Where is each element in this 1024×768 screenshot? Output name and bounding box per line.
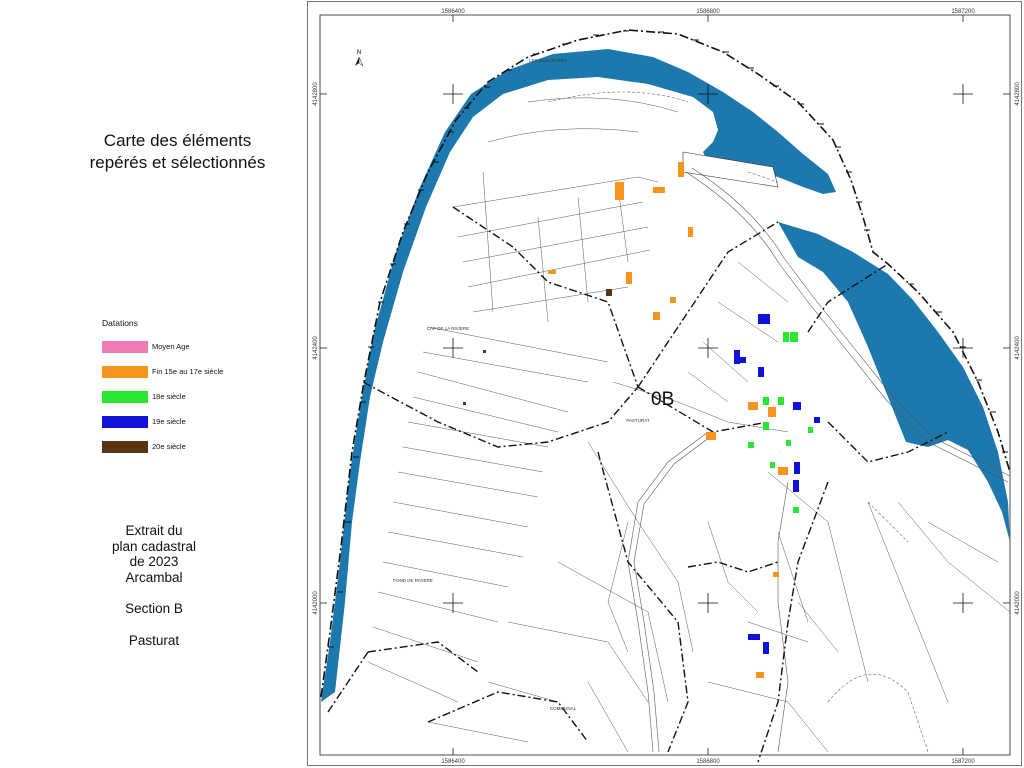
dating-legend (102, 318, 292, 459)
extract-line: plan cadastral (111, 538, 197, 554)
cadastral-map-svg (308, 2, 1023, 767)
building-15e-17e (653, 312, 660, 320)
place-name: FOND DE RIVIERE (393, 578, 433, 583)
extract-place: Pasturat (128, 632, 180, 648)
legend-item-20e (102, 434, 292, 459)
building-19e (748, 634, 760, 640)
legend-swatch-15e-17e (102, 366, 148, 378)
section-label: 0B (651, 389, 675, 410)
extract-line: Extrait du (125, 523, 183, 538)
extract-line: de 2023 (129, 554, 179, 569)
legend-label: 19e siècle (152, 417, 186, 426)
building-18e (763, 397, 769, 405)
legend-swatch-moyen-age (102, 341, 148, 353)
building-15e-17e (778, 467, 788, 475)
place-name: CAP DE LA RIVIERE (426, 326, 470, 331)
building-15e-17e (548, 270, 556, 274)
buildings-18e (748, 332, 813, 513)
northing-label: 4142800 (313, 82, 319, 106)
building-18e (778, 397, 784, 405)
easting-label: 1586800 (696, 9, 720, 15)
building-19e (758, 314, 770, 324)
building-19e (793, 402, 801, 410)
legend-swatch-18e (102, 391, 148, 403)
building-18e (783, 332, 789, 342)
building-19e (794, 462, 800, 474)
building-18e (786, 440, 791, 446)
buildings-15e-17e (548, 162, 788, 678)
legend-swatch-20e (102, 441, 148, 453)
building-15e-17e (773, 572, 779, 577)
building-18e (790, 332, 798, 342)
northing-label: 4142000 (1015, 591, 1021, 615)
northing-label: 4142400 (1015, 336, 1021, 360)
building-15e-17e (670, 297, 676, 303)
north-arrow (355, 50, 363, 66)
easting-label: 1586400 (441, 759, 465, 765)
building-19e (814, 417, 820, 423)
place-name: LES GULLOURES (529, 58, 567, 63)
building-15e-17e (626, 272, 632, 284)
northing-label: 4142000 (313, 591, 319, 615)
legend-title: Datations (102, 318, 138, 328)
extract-section: Section B (125, 601, 183, 616)
legend-label: 18e siècle (152, 392, 186, 401)
building-18e (770, 462, 775, 468)
building-19e (734, 350, 740, 364)
legend-item-moyen-age (102, 334, 292, 359)
easting-label: 1586400 (441, 9, 465, 15)
legend-label: 20e siècle (152, 442, 186, 451)
building-19e (763, 642, 769, 654)
northing-label: 4142400 (313, 336, 319, 360)
buildings-19e (734, 314, 820, 654)
legend-item-15e-17e (102, 359, 292, 384)
legend-label: Moyen Age (152, 342, 190, 351)
building-15e-17e (768, 407, 776, 417)
track-line (548, 92, 928, 752)
building-19e (758, 367, 764, 377)
building-15e-17e (653, 187, 665, 193)
map-title-line-2: repérés et sélectionnés (89, 153, 266, 172)
building-20e (483, 350, 486, 353)
cadastral-extract-caption (60, 523, 248, 648)
place-name: COMMUNAL (549, 706, 577, 711)
map-title-line-1: Carte des éléments (103, 131, 252, 150)
easting-label: 1587200 (951, 9, 975, 15)
building-15e-17e (678, 162, 684, 177)
buildings-20e (463, 289, 612, 405)
easting-label: 1587200 (951, 759, 975, 765)
cadastral-map (307, 1, 1022, 766)
easting-label: 1586800 (696, 759, 720, 765)
building-18e (808, 427, 813, 433)
building-18e (763, 422, 769, 430)
building-18e (748, 442, 754, 448)
building-19e (793, 480, 799, 492)
building-15e-17e (688, 227, 693, 237)
legend-item-18e (102, 384, 292, 409)
building-15e-17e (615, 182, 624, 200)
building-15e-17e (756, 672, 764, 678)
northing-label: 4142800 (1015, 82, 1021, 106)
extract-line: Arcambal (125, 569, 183, 585)
building-15e-17e (706, 432, 716, 440)
map-title (60, 130, 295, 174)
building-15e-17e (748, 402, 758, 410)
legend-swatch-19e (102, 416, 148, 428)
building-18e (793, 507, 799, 513)
north-label: N (356, 50, 362, 56)
building-19e (740, 357, 746, 363)
building-20e (606, 289, 612, 296)
legend-item-19e (102, 409, 292, 434)
building-20e (463, 402, 466, 405)
place-name: PASTURAT (626, 418, 650, 423)
legend-label: Fin 15e au 17e siècle (152, 367, 224, 376)
